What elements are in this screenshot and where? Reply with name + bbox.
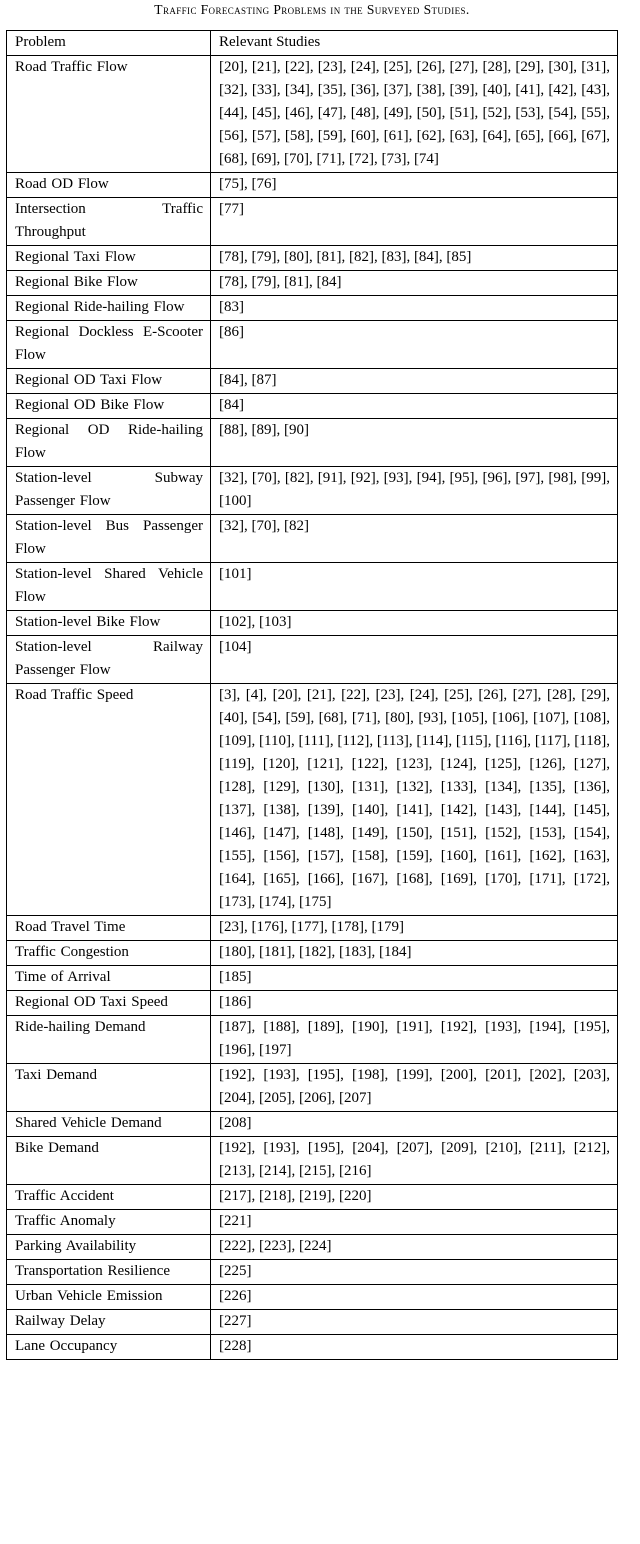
header-relevant-studies-column: Relevant Studies	[211, 31, 618, 56]
problem-cell: Traffic Accident	[7, 1185, 211, 1210]
studies-cell: [187], [188], [189], [190], [191], [192], [193], [194], [195], [196], [197]	[211, 1016, 618, 1064]
studies-cell: [186]	[211, 991, 618, 1016]
studies-cell: [83]	[211, 296, 618, 321]
problem-cell: Station-level Shared Vehicle Flow	[7, 563, 211, 611]
table-row	[7, 515, 618, 563]
header-problem-column: Problem	[7, 31, 211, 56]
studies-cell: [77]	[211, 198, 618, 246]
studies-cell: [226]	[211, 1285, 618, 1310]
table-row	[7, 991, 618, 1016]
table-row	[7, 1137, 618, 1185]
table-row	[7, 636, 618, 684]
problem-cell: Station-level Bike Flow	[7, 611, 211, 636]
problem-cell: Regional OD Bike Flow	[7, 394, 211, 419]
problem-cell: Railway Delay	[7, 1310, 211, 1335]
studies-cell: [228]	[211, 1335, 618, 1360]
table-row	[7, 941, 618, 966]
problem-cell: Regional OD Taxi Speed	[7, 991, 211, 1016]
studies-cell: [101]	[211, 563, 618, 611]
table-row	[7, 321, 618, 369]
problem-cell: Regional Dockless E-Scooter Flow	[7, 321, 211, 369]
table-header-row	[7, 31, 618, 56]
table-row	[7, 1016, 618, 1064]
studies-cell: [32], [70], [82], [91], [92], [93], [94], [95], [96], [97], [98], [99], [100]	[211, 467, 618, 515]
problem-cell: Bike Demand	[7, 1137, 211, 1185]
problem-cell: Station-level Railway Passenger Flow	[7, 636, 211, 684]
table-row	[7, 1260, 618, 1285]
table-row	[7, 684, 618, 916]
problem-cell: Station-level Bus Passenger Flow	[7, 515, 211, 563]
problem-cell: Shared Vehicle Demand	[7, 1112, 211, 1137]
table-row	[7, 1310, 618, 1335]
studies-cell: [102], [103]	[211, 611, 618, 636]
studies-cell: [86]	[211, 321, 618, 369]
table-row	[7, 1285, 618, 1310]
table-row	[7, 611, 618, 636]
problem-cell: Time of Arrival	[7, 966, 211, 991]
problem-cell: Traffic Congestion	[7, 941, 211, 966]
problem-cell: Road Traffic Speed	[7, 684, 211, 916]
table-row	[7, 1112, 618, 1137]
studies-cell: [84]	[211, 394, 618, 419]
table-row	[7, 1185, 618, 1210]
studies-cell: [88], [89], [90]	[211, 419, 618, 467]
problem-cell: Station-level Subway Passenger Flow	[7, 467, 211, 515]
table-body	[7, 56, 618, 1360]
studies-cell: [222], [223], [224]	[211, 1235, 618, 1260]
table-row	[7, 1064, 618, 1112]
problem-cell: Lane Occupancy	[7, 1335, 211, 1360]
problems-table	[6, 30, 618, 1360]
table-row	[7, 467, 618, 515]
studies-cell: [3], [4], [20], [21], [22], [23], [24], [25], [26], [27], [28], [29], [40], [54], [59], [68], [71], [80], [93], [105], [106], [107], [108], [109], [110], [111], [112], [113], [114], [115], [116], [117], [118], [119], [120], [121], [122], [123], [124], [125], [126], [127], [128], [129], [130], [131], [132], [133], [134], [135], [136], [137], [138], [139], [140], [141], [142], [143], [144], [145], [146], [147], [148], [149], [150], [151], [152], [153], [154], [155], [156], [157], [158], [159], [160], [161], [162], [163], [164], [165], [166], [167], [168], [169], [170], [171], [172], [173], [174], [175]	[211, 684, 618, 916]
studies-cell: [221]	[211, 1210, 618, 1235]
table-row	[7, 916, 618, 941]
problem-cell: Road Travel Time	[7, 916, 211, 941]
table-row	[7, 198, 618, 246]
table-row	[7, 271, 618, 296]
table-row	[7, 419, 618, 467]
studies-cell: [78], [79], [81], [84]	[211, 271, 618, 296]
table-row	[7, 1210, 618, 1235]
table-row	[7, 246, 618, 271]
table-row	[7, 966, 618, 991]
studies-cell: [180], [181], [182], [183], [184]	[211, 941, 618, 966]
problem-cell: Traffic Anomaly	[7, 1210, 211, 1235]
table-row	[7, 369, 618, 394]
table-row	[7, 1235, 618, 1260]
problem-cell: Transportation Resilience	[7, 1260, 211, 1285]
problem-cell: Regional Ride-hailing Flow	[7, 296, 211, 321]
problem-cell: Urban Vehicle Emission	[7, 1285, 211, 1310]
table-caption: Traffic Forecasting Problems in the Surveyed Studies.	[154, 2, 470, 17]
studies-cell: [78], [79], [80], [81], [82], [83], [84], [85]	[211, 246, 618, 271]
studies-cell: [20], [21], [22], [23], [24], [25], [26], [27], [28], [29], [30], [31], [32], [33], [34], [35], [36], [37], [38], [39], [40], [41], [42], [43], [44], [45], [46], [47], [48], [49], [50], [51], [52], [53], [54], [55], [56], [57], [58], [59], [60], [61], [62], [63], [64], [65], [66], [67], [68], [69], [70], [71], [72], [73], [74]	[211, 56, 618, 173]
studies-cell: [84], [87]	[211, 369, 618, 394]
studies-cell: [104]	[211, 636, 618, 684]
studies-cell: [192], [193], [195], [198], [199], [200], [201], [202], [203], [204], [205], [206], [207]	[211, 1064, 618, 1112]
studies-cell: [32], [70], [82]	[211, 515, 618, 563]
table-row	[7, 1335, 618, 1360]
studies-cell: [217], [218], [219], [220]	[211, 1185, 618, 1210]
problem-cell: Regional Taxi Flow	[7, 246, 211, 271]
studies-cell: [75], [76]	[211, 173, 618, 198]
studies-cell: [208]	[211, 1112, 618, 1137]
problem-cell: Intersection Traffic Throughput	[7, 198, 211, 246]
problem-cell: Road Traffic Flow	[7, 56, 211, 173]
problem-cell: Regional OD Ride-hailing Flow	[7, 419, 211, 467]
studies-cell: [185]	[211, 966, 618, 991]
table-row	[7, 56, 618, 173]
studies-cell: [192], [193], [195], [204], [207], [209], [210], [211], [212], [213], [214], [215], [216]	[211, 1137, 618, 1185]
problem-cell: Taxi Demand	[7, 1064, 211, 1112]
problem-cell: Ride-hailing Demand	[7, 1016, 211, 1064]
table-row	[7, 173, 618, 198]
studies-cell: [225]	[211, 1260, 618, 1285]
table-row	[7, 394, 618, 419]
studies-cell: [227]	[211, 1310, 618, 1335]
problem-cell: Regional OD Taxi Flow	[7, 369, 211, 394]
problem-cell: Road OD Flow	[7, 173, 211, 198]
problem-cell: Parking Availability	[7, 1235, 211, 1260]
studies-cell: [23], [176], [177], [178], [179]	[211, 916, 618, 941]
table-row	[7, 296, 618, 321]
table-row	[7, 563, 618, 611]
problem-cell: Regional Bike Flow	[7, 271, 211, 296]
